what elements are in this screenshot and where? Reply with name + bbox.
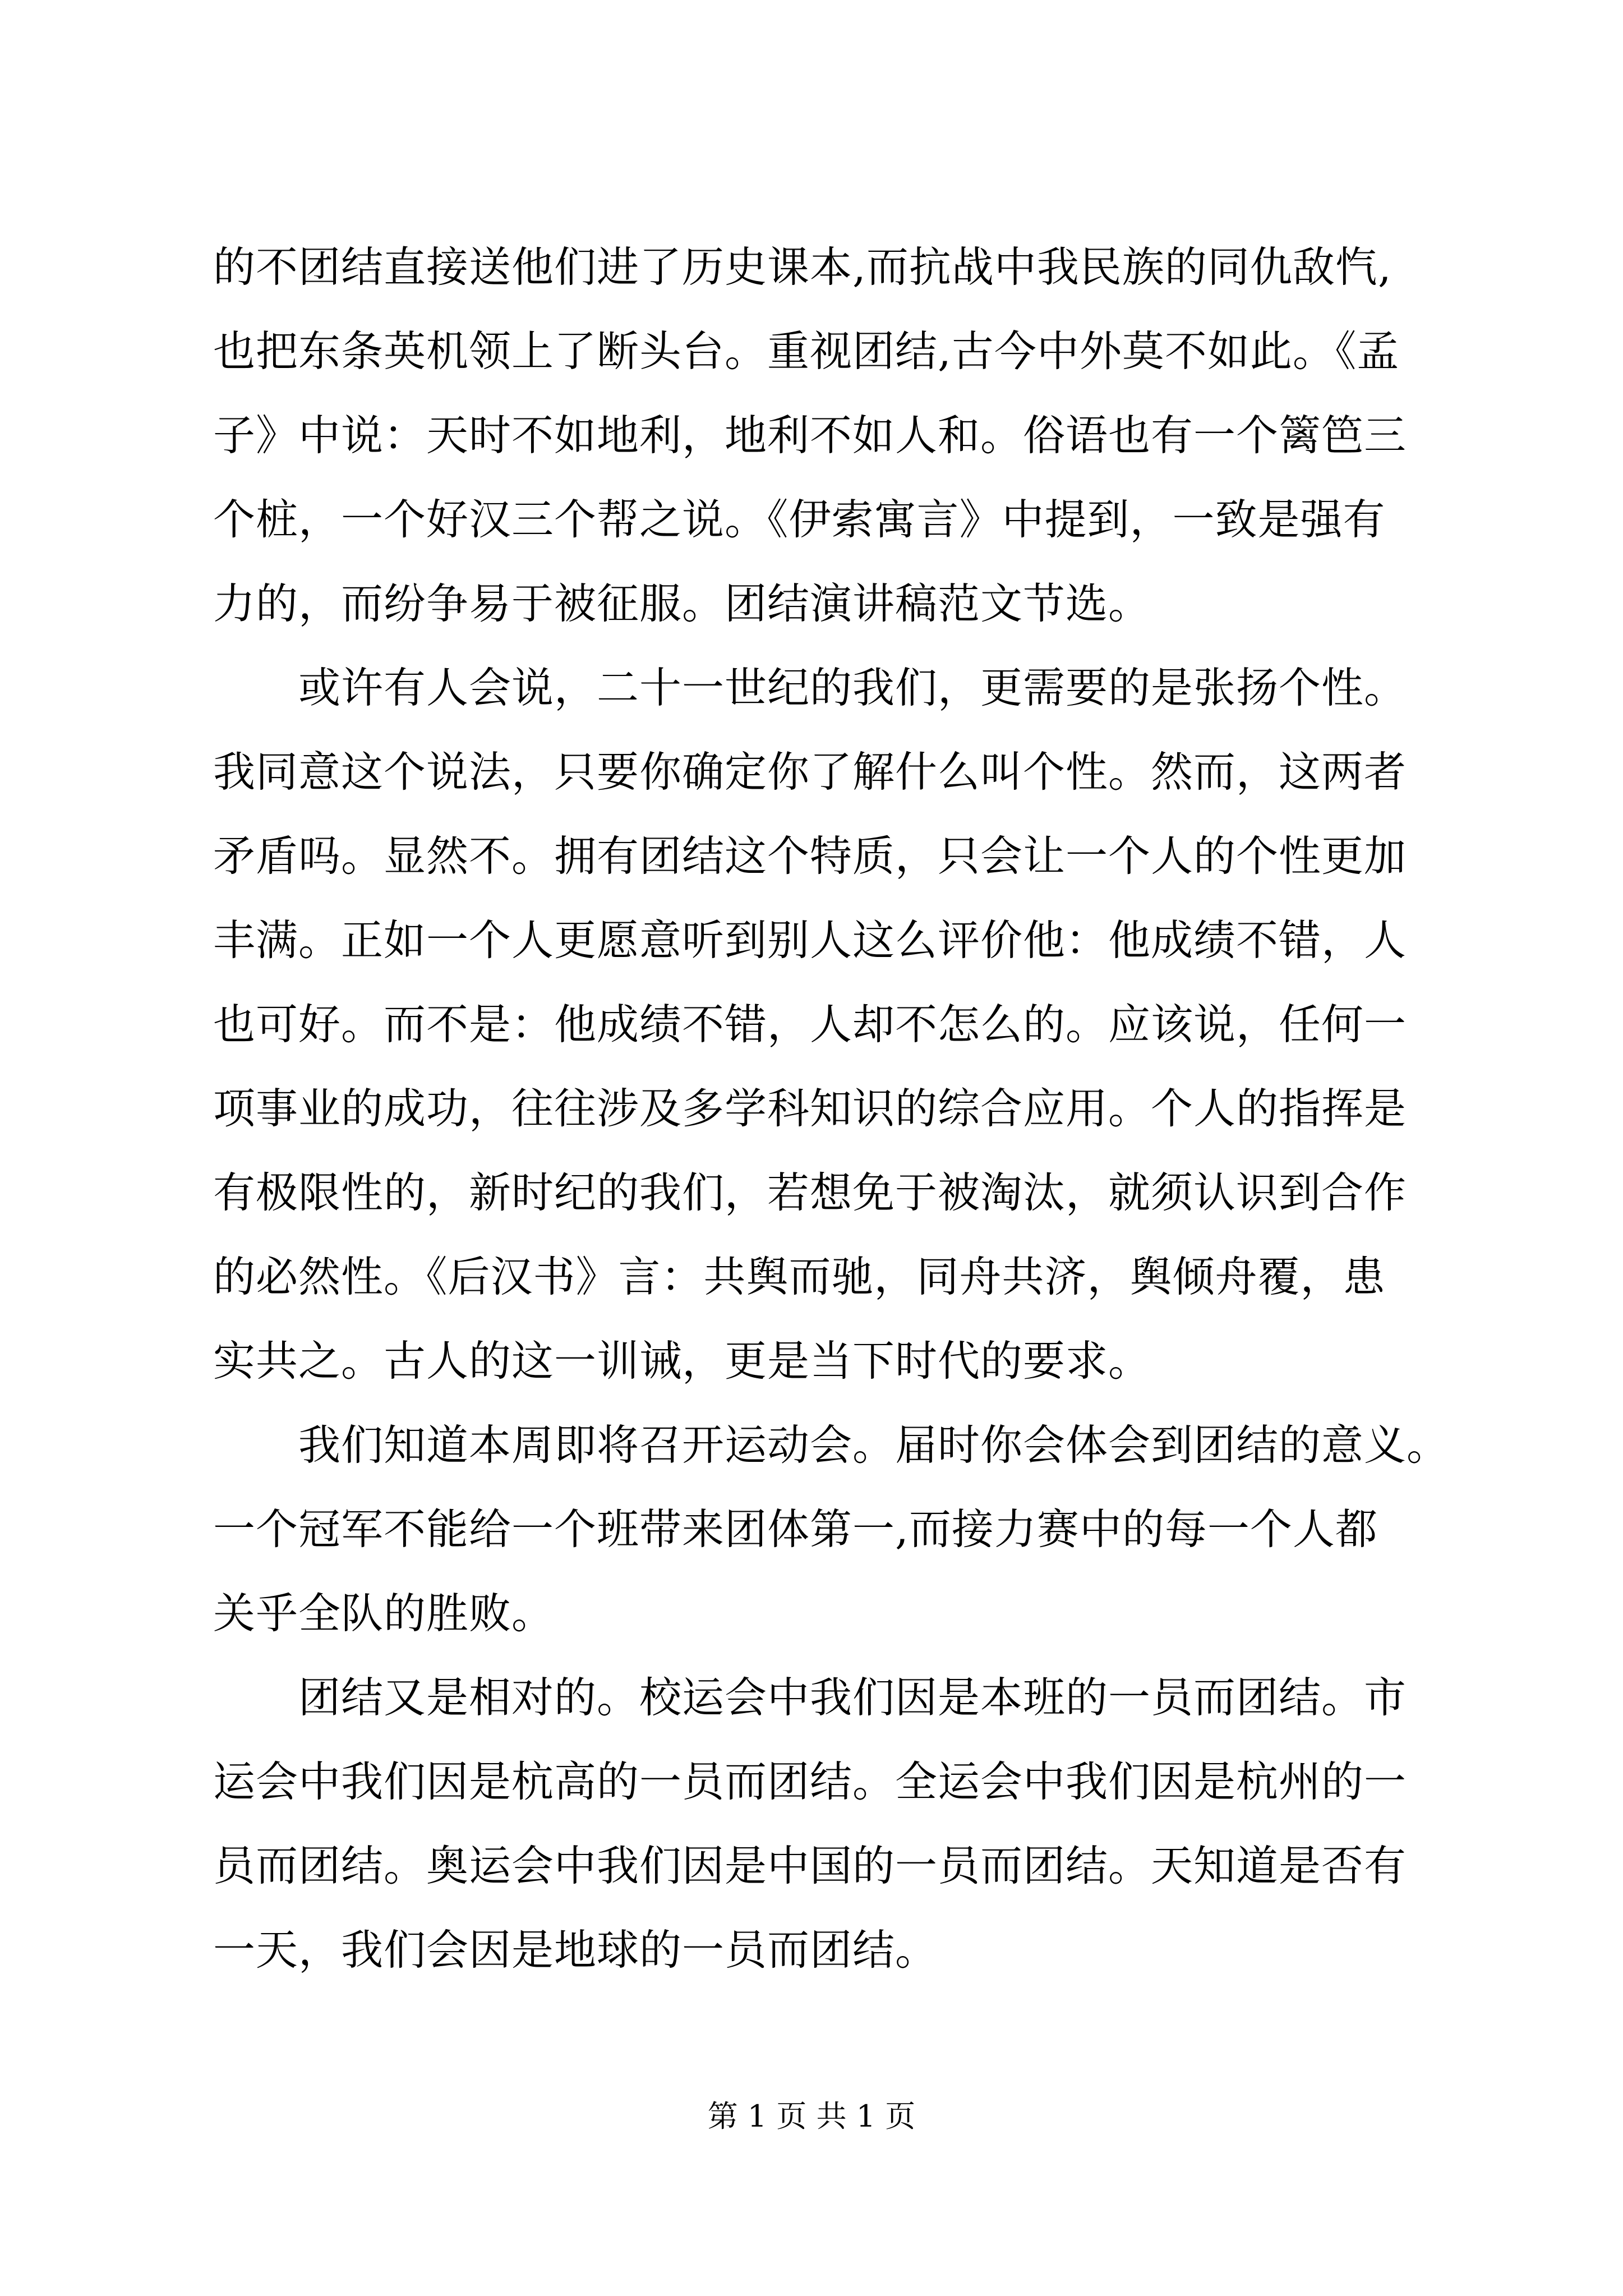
text-line: 实共之。古人的这一训诫，更是当下时代的要求。 (213, 1336, 1151, 1386)
text-line: 一个冠军不能给一个班带来团体第一,而接力赛中的每一个人都 (213, 1504, 1378, 1554)
text-line: 也把东条英机领上了断头台。重视团结,古今中外莫不如此。《孟 (213, 326, 1400, 376)
text-line: 的必然性。《后汉书》言：共舆而驰，同舟共济，舆倾舟覆，患 (213, 1252, 1386, 1301)
text-line: 或许有人会说，二十一世纪的我们，更需要的是张扬个性。 (213, 663, 1407, 712)
text-line: 也可好。而不是：他成绩不错，人却不怎么的。应该说，任何一 (213, 1000, 1407, 1049)
text-line: 员而团结。奥运会中我们因是中国的一员而团结。天知道是否有 (213, 1841, 1407, 1890)
text-line: 项事业的成功，往往涉及多学科知识的综合应用。个人的指挥是 (213, 1084, 1407, 1133)
page-footer: 第 1 页 共 1 页 (707, 2099, 916, 2134)
text-line: 个桩，一个好汉三个帮之说。《伊索寓言》中提到，一致是强有 (213, 495, 1386, 544)
text-line: 有极限性的，新时纪的我们，若想免于被淘汰，就须认识到合作 (213, 1168, 1407, 1217)
text-line: 子》中说：天时不如地利，地利不如人和。俗语也有一个篱笆三 (213, 411, 1407, 460)
text-line: 一天，我们会因是地球的一员而团结。 (213, 1925, 938, 1975)
text-line: 运会中我们因是杭高的一员而团结。全运会中我们因是杭州的一 (213, 1757, 1407, 1806)
text-line: 我同意这个说法，只要你确定你了解什么叫个性。然而，这两者 (213, 747, 1407, 797)
text-line: 我们知道本周即将召开运动会。届时你会体会到团结的意义。 (213, 1420, 1450, 1470)
text-line: 的不团结直接送他们进了历史课本,而抗战中我民族的同仇敌忾, (213, 242, 1392, 292)
text-line: 丰满。正如一个人更愿意听到别人这么评价他：他成绩不错，人 (213, 915, 1407, 965)
text-line: 关乎全队的胜败。 (213, 1589, 555, 1638)
text-line: 矛盾吗。显然不。拥有团结这个特质，只会让一个人的个性更加 (213, 831, 1407, 881)
text-line: 团结又是相对的。校运会中我们因是本班的一员而团结。市 (213, 1673, 1407, 1722)
text-line: 力的，而纷争易于被征服。团结演讲稿范文节选。 (213, 579, 1151, 628)
